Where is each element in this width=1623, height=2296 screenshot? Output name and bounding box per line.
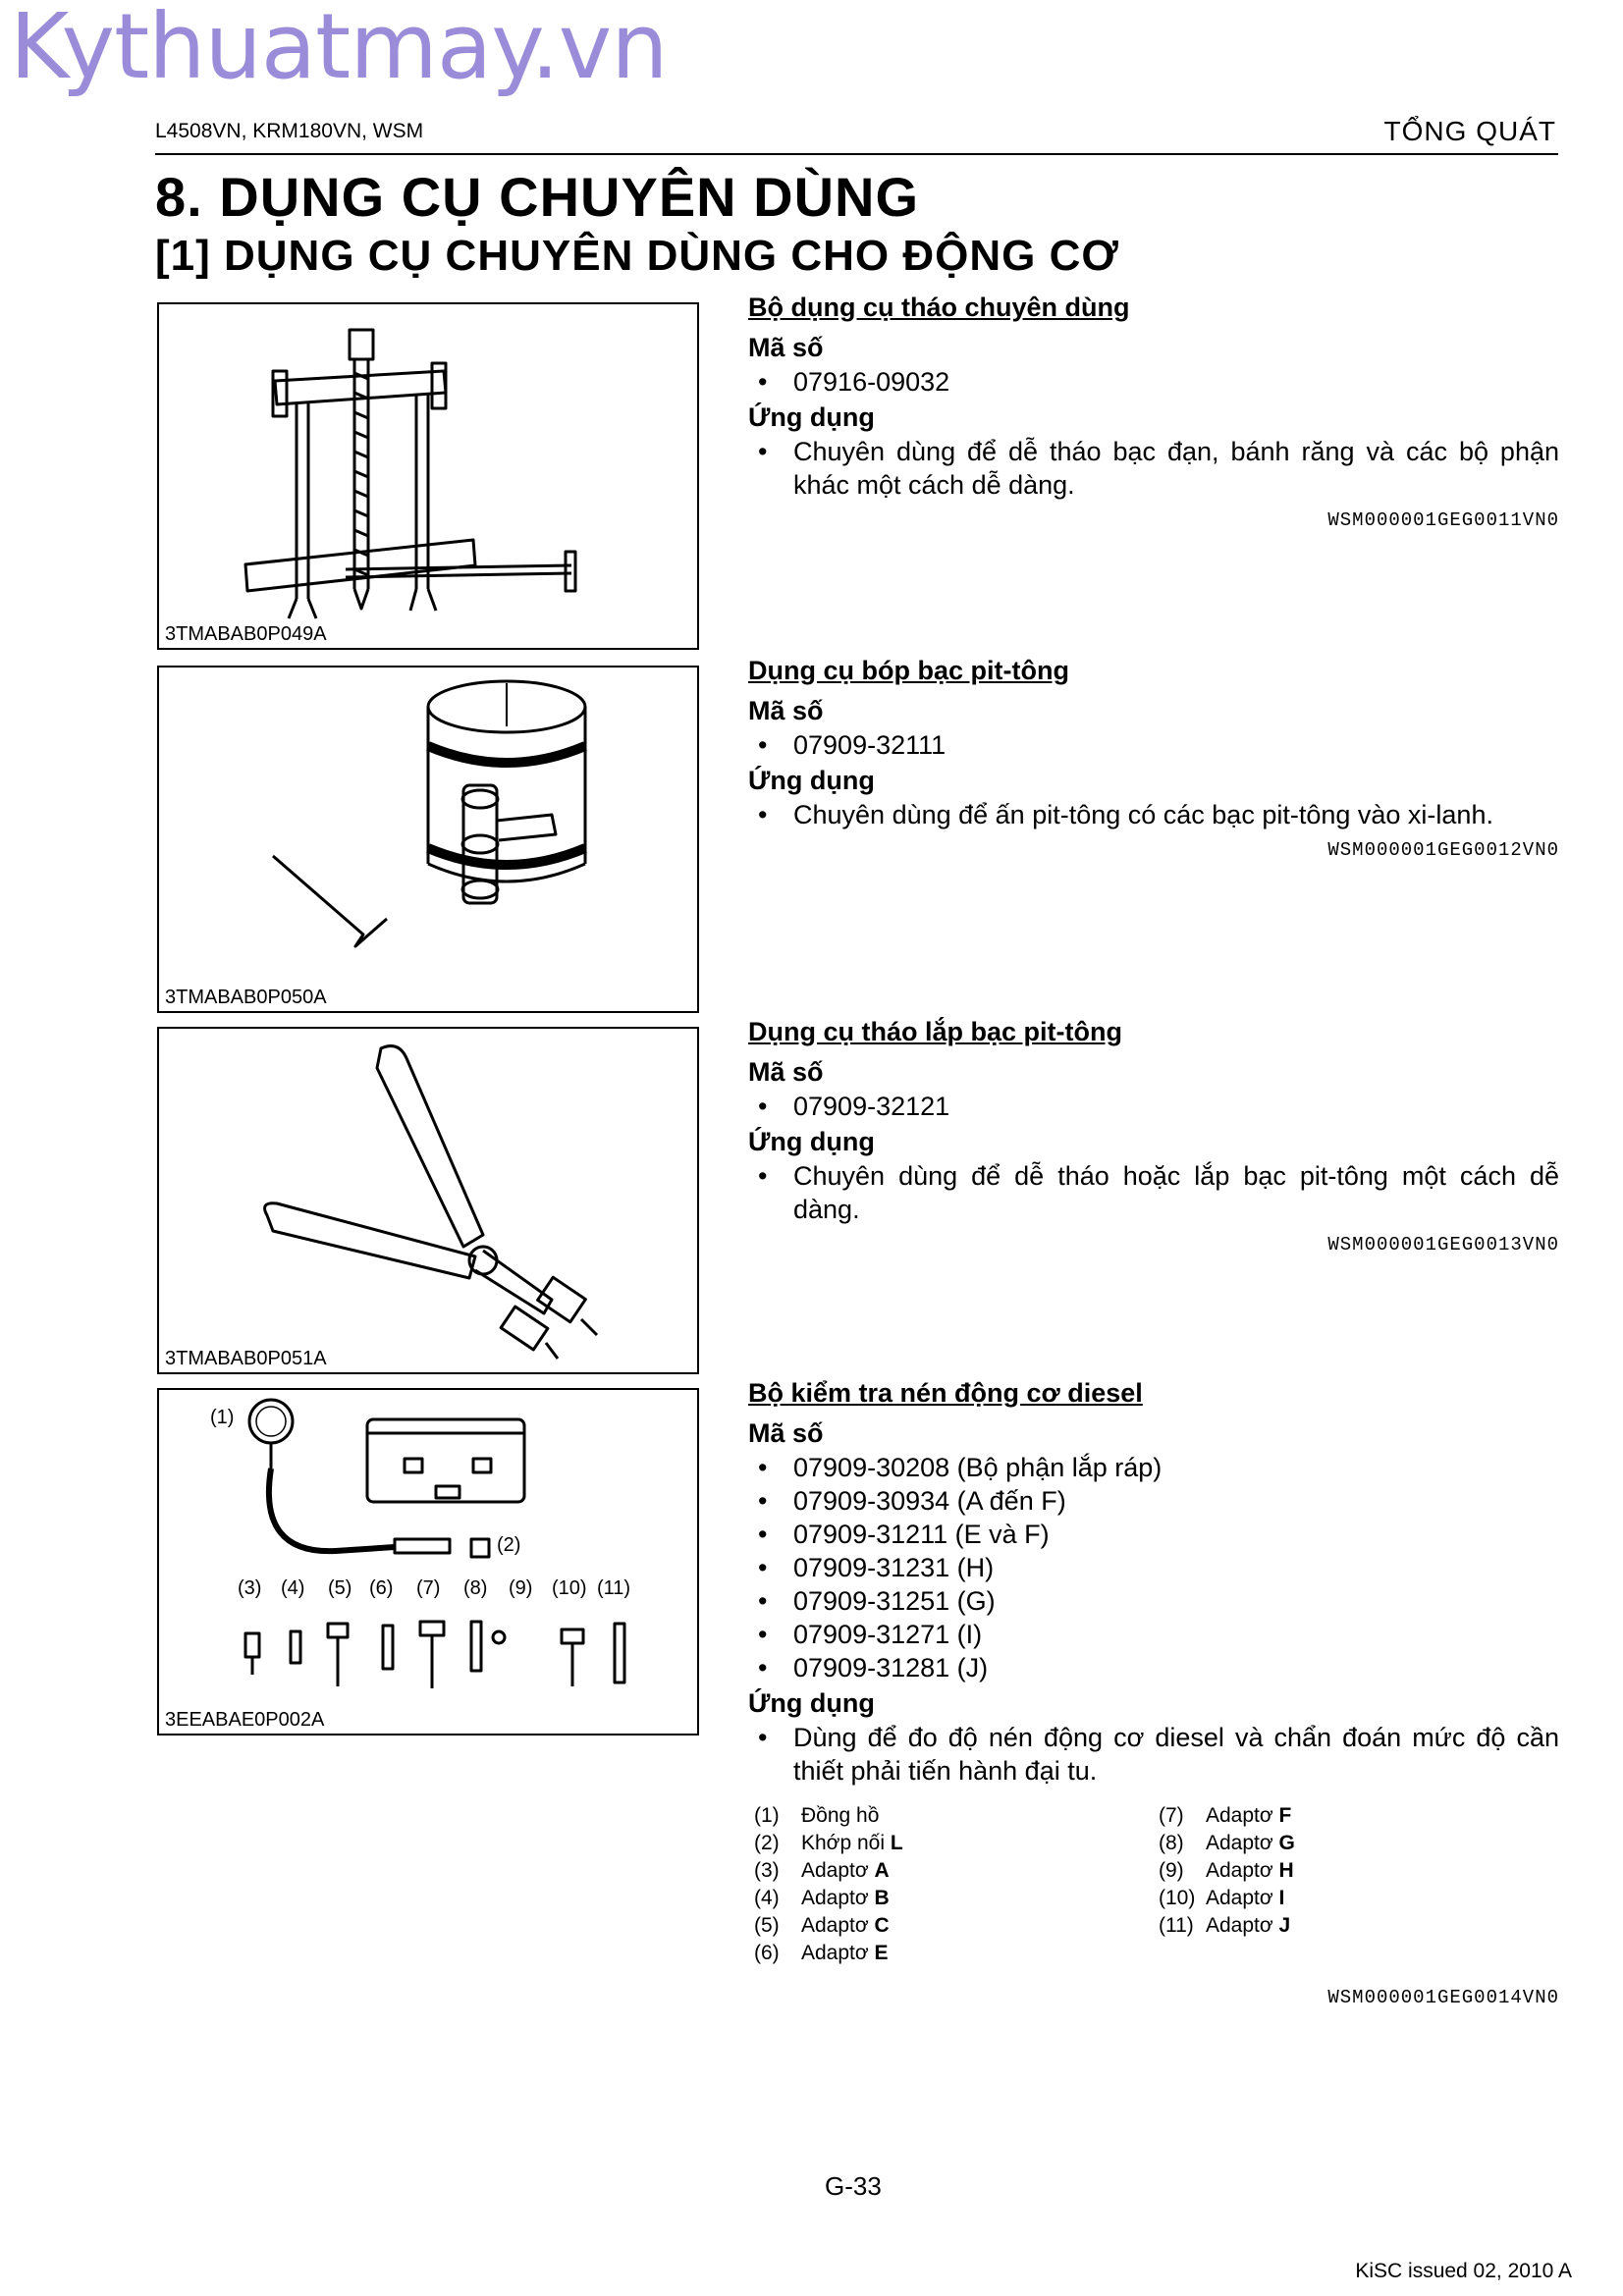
figure-code: 3TMABAB0P049A bbox=[165, 623, 327, 645]
legend-text: Adaptơ bbox=[801, 1914, 869, 1937]
tool-block-compression-tester bbox=[748, 1378, 1559, 1788]
code-list bbox=[748, 365, 1559, 399]
figure-label: (7) bbox=[416, 1577, 441, 1599]
code-item: • 07909-31231 (H) bbox=[748, 1551, 1559, 1584]
reference-code: WSM000001GEG0011VN0 bbox=[1327, 509, 1559, 531]
code-item: • 07909-31271 (I) bbox=[748, 1618, 1559, 1651]
legend-item bbox=[754, 1832, 903, 1859]
legend-text: Adaptơ bbox=[1206, 1804, 1273, 1827]
reference-code: WSM000001GEG0014VN0 bbox=[1327, 1987, 1559, 2008]
puller-icon bbox=[159, 304, 697, 648]
code-item: • 07909-31281 (J) bbox=[748, 1651, 1559, 1684]
legend-text: Adaptơ bbox=[1206, 1832, 1273, 1854]
ring-compressor-icon bbox=[159, 667, 697, 1011]
figure-puller bbox=[157, 302, 699, 650]
figure-ring-pliers bbox=[157, 1027, 699, 1374]
legend-item bbox=[1159, 1832, 1295, 1859]
application-label: Ứng dụng bbox=[748, 1688, 875, 1718]
legend-text: Adaptơ bbox=[1206, 1887, 1273, 1909]
legend-text: Adaptơ bbox=[801, 1942, 869, 1964]
legend-item bbox=[1159, 1859, 1295, 1887]
tool-title: Dụng cụ bóp bạc pit-tông bbox=[748, 656, 1069, 685]
application-label: Ứng dụng bbox=[748, 766, 875, 795]
legend-number: (1) bbox=[754, 1804, 780, 1827]
figure-label: (2) bbox=[497, 1534, 521, 1556]
legend-column-left bbox=[754, 1804, 903, 1969]
figure-label: (6) bbox=[369, 1577, 394, 1599]
compression-tester-icon bbox=[159, 1390, 697, 1734]
application-text: • Chuyên dùng để ấn pit-tông có các bạc pit-tông vào xi-lanh. bbox=[748, 798, 1559, 831]
figure-label: (9) bbox=[509, 1577, 533, 1599]
code-item: • 07909-31211 (E và F) bbox=[748, 1518, 1559, 1551]
figure-label: (4) bbox=[281, 1577, 305, 1599]
code-item: • 07909-32111 bbox=[748, 728, 1559, 762]
legend-text: Đồng hồ bbox=[801, 1804, 880, 1827]
figure-ring-compressor bbox=[157, 666, 699, 1013]
legend-column-right bbox=[1159, 1804, 1295, 1942]
code-list bbox=[748, 728, 1559, 762]
legend-item bbox=[1159, 1887, 1295, 1914]
code-item: • 07909-30208 (Bộ phận lắp ráp) bbox=[748, 1451, 1559, 1484]
application-list bbox=[748, 1721, 1559, 1788]
section-title: 8. DỤNG CỤ CHUYÊN DÙNG bbox=[155, 166, 920, 228]
figure-legend bbox=[754, 1804, 1559, 1977]
legend-text: Adaptơ bbox=[801, 1859, 869, 1882]
tool-block-puller bbox=[748, 293, 1559, 531]
legend-number: (7) bbox=[1159, 1804, 1184, 1827]
code-item: • 07916-09032 bbox=[748, 365, 1559, 399]
legend-letter: H bbox=[1278, 1859, 1294, 1882]
figure-label: (10) bbox=[552, 1577, 587, 1599]
legend-item bbox=[1159, 1804, 1295, 1832]
watermark-logo: Kythuatmay.vn bbox=[10, 0, 668, 99]
tool-title: Bộ dụng cụ tháo chuyên dùng bbox=[748, 293, 1130, 322]
legend-item bbox=[754, 1887, 903, 1914]
tool-title: Dụng cụ tháo lắp bạc pit-tông bbox=[748, 1017, 1122, 1046]
code-label: Mã số bbox=[748, 333, 824, 362]
legend-letter: L bbox=[890, 1832, 903, 1854]
legend-letter: F bbox=[1278, 1804, 1292, 1827]
legend-number: (3) bbox=[754, 1859, 780, 1882]
application-text: • Chuyên dùng để dễ tháo hoặc lắp bạc pit-tông một cách dễ dàng. bbox=[748, 1159, 1559, 1226]
application-text: • Dùng để đo độ nén động cơ diesel và chẩn đoán mức độ cần thiết phải tiến hành đại tu. bbox=[748, 1721, 1559, 1788]
application-label: Ứng dụng bbox=[748, 402, 875, 432]
legend-item bbox=[754, 1804, 903, 1832]
code-label: Mã số bbox=[748, 1418, 824, 1448]
code-label: Mã số bbox=[748, 1057, 824, 1087]
reference-code: WSM000001GEG0012VN0 bbox=[1327, 839, 1559, 861]
legend-item bbox=[754, 1914, 903, 1942]
application-list bbox=[748, 798, 1559, 831]
figure-label: (3) bbox=[238, 1577, 262, 1599]
legend-item bbox=[754, 1859, 903, 1887]
legend-letter: B bbox=[874, 1887, 890, 1909]
legend-letter: I bbox=[1278, 1887, 1285, 1909]
figure-code: 3EEABAE0P002A bbox=[165, 1709, 325, 1731]
tool-title: Bộ kiểm tra nén động cơ diesel bbox=[748, 1378, 1143, 1408]
legend-number: (2) bbox=[754, 1832, 780, 1854]
legend-item bbox=[1159, 1914, 1295, 1942]
legend-text: Adaptơ bbox=[1206, 1914, 1273, 1937]
ring-pliers-icon bbox=[159, 1029, 697, 1372]
legend-letter: C bbox=[874, 1914, 890, 1937]
application-label: Ứng dụng bbox=[748, 1127, 875, 1156]
section-subtitle: [1] DỤNG CỤ CHUYÊN DÙNG CHO ĐỘNG CƠ bbox=[155, 232, 1119, 280]
legend-letter: J bbox=[1278, 1914, 1291, 1937]
legend-item bbox=[754, 1942, 903, 1969]
legend-number: (10) bbox=[1159, 1887, 1196, 1909]
page-number: G-33 bbox=[825, 2171, 882, 2201]
application-text: • Chuyên dùng để dễ tháo bạc đạn, bánh răng và các bộ phận khác một cách dễ dàng. bbox=[748, 435, 1559, 502]
legend-number: (8) bbox=[1159, 1832, 1184, 1854]
code-item: • 07909-31251 (G) bbox=[748, 1584, 1559, 1618]
legend-text: Adaptơ bbox=[1206, 1859, 1273, 1882]
figure-label: (5) bbox=[328, 1577, 352, 1599]
legend-letter: A bbox=[874, 1859, 890, 1882]
code-label: Mã số bbox=[748, 696, 824, 725]
issue-info: KiSC issued 02, 2010 A bbox=[1355, 2260, 1572, 2282]
tool-block-ring-compressor bbox=[748, 656, 1559, 861]
legend-number: (9) bbox=[1159, 1859, 1184, 1882]
legend-number: (5) bbox=[754, 1914, 780, 1937]
code-item: • 07909-30934 (A đến F) bbox=[748, 1484, 1559, 1518]
legend-letter: G bbox=[1278, 1832, 1295, 1854]
legend-letter: E bbox=[874, 1942, 889, 1964]
figure-compression-tester bbox=[157, 1388, 699, 1735]
application-list bbox=[748, 435, 1559, 502]
header-section: TỔNG QUÁT bbox=[1383, 116, 1556, 146]
code-item: • 07909-32121 bbox=[748, 1090, 1559, 1123]
figure-label: (8) bbox=[463, 1577, 488, 1599]
tool-block-ring-pliers bbox=[748, 1017, 1559, 1255]
legend-number: (4) bbox=[754, 1887, 780, 1909]
figure-code: 3TMABAB0P050A bbox=[165, 987, 327, 1008]
code-list bbox=[748, 1451, 1559, 1684]
legend-text: Adaptơ bbox=[801, 1887, 869, 1909]
header-model: L4508VN, KRM180VN, WSM bbox=[155, 120, 424, 142]
legend-number: (11) bbox=[1159, 1914, 1194, 1937]
figure-label: (11) bbox=[597, 1577, 631, 1599]
legend-text: Khớp nối bbox=[801, 1832, 885, 1854]
application-list bbox=[748, 1159, 1559, 1226]
figure-code: 3TMABAB0P051A bbox=[165, 1348, 327, 1369]
code-list bbox=[748, 1090, 1559, 1123]
header-divider bbox=[155, 153, 1558, 155]
reference-code: WSM000001GEG0013VN0 bbox=[1327, 1234, 1559, 1255]
figure-label: (1) bbox=[210, 1407, 235, 1428]
legend-number: (6) bbox=[754, 1942, 780, 1964]
